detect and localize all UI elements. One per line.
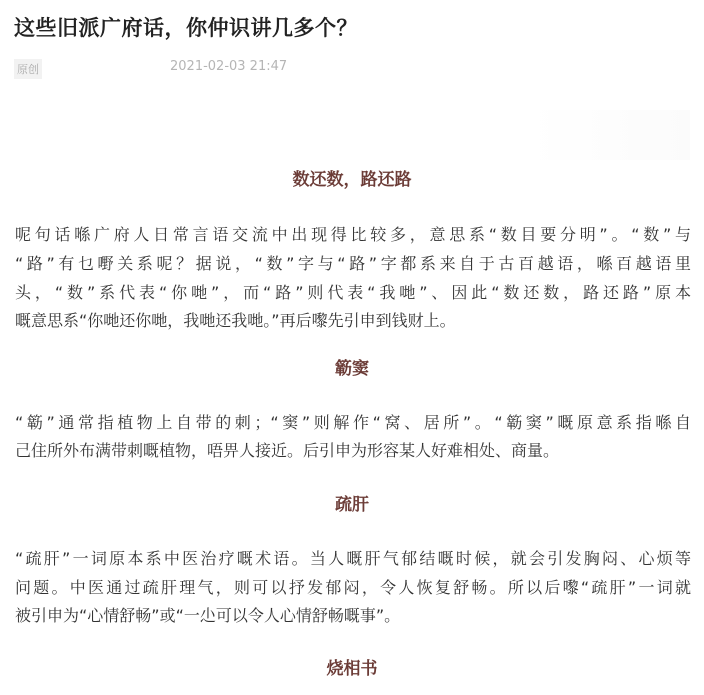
- paragraph-line: “簕”通常指植物上自带的刺；“窦”则解作“窝、居所”。“簕窦”嘅原意系指喺自: [15, 413, 691, 432]
- section-heading: 烧相书: [326, 659, 378, 679]
- section-heading: 簕窦: [335, 359, 369, 379]
- paragraph-line: “疏肝”一词原本系中医治疗嘅术语。当人嘅肝气郁结嘅时候，就会引发胸闷、心烦等: [15, 549, 691, 568]
- publish-date: 2021-02-03 21:47: [170, 59, 288, 74]
- paragraph-line: “路”有乜嘢关系呢？据说，“数”字与“路”字都系来自于古百越语，喺百越语里: [15, 254, 691, 273]
- article-title: 这些旧派广府话，你仲识讲几多个？: [14, 16, 358, 40]
- paragraph-line: 头，“数”系代表“你哋”，而“路”则代表“我哋”、因此“数还数，路还路”原本: [15, 283, 691, 302]
- section-heading: 疏肝: [335, 495, 369, 515]
- paragraph-line: 被引申为“心情舒畅”或“一尐可以令人心情舒畅嘅事”。: [15, 606, 401, 625]
- faded-image-placeholder: [530, 110, 690, 160]
- paragraph-line: 问题。中医通过疏肝理气，则可以抒发郁闷，令人恢复舒畅。所以后嚟“疏肝”一词就: [15, 578, 691, 597]
- paragraph-line: 呢句话喺广府人日常言语交流中出现得比较多，意思系“数目要分明”。“数”与: [15, 225, 691, 244]
- original-badge: 原创: [14, 59, 42, 79]
- paragraph-line: 嘅意思系“你哋还你哋，我哋还我哋。”再后嚟先引申到钱财上。: [15, 311, 456, 330]
- section-heading: 数还数，路还路: [292, 170, 412, 190]
- paragraph-line: 己住所外布满带刺嘅植物，唔畀人接近。后引申为形容某人好难相处、商量。: [15, 441, 560, 460]
